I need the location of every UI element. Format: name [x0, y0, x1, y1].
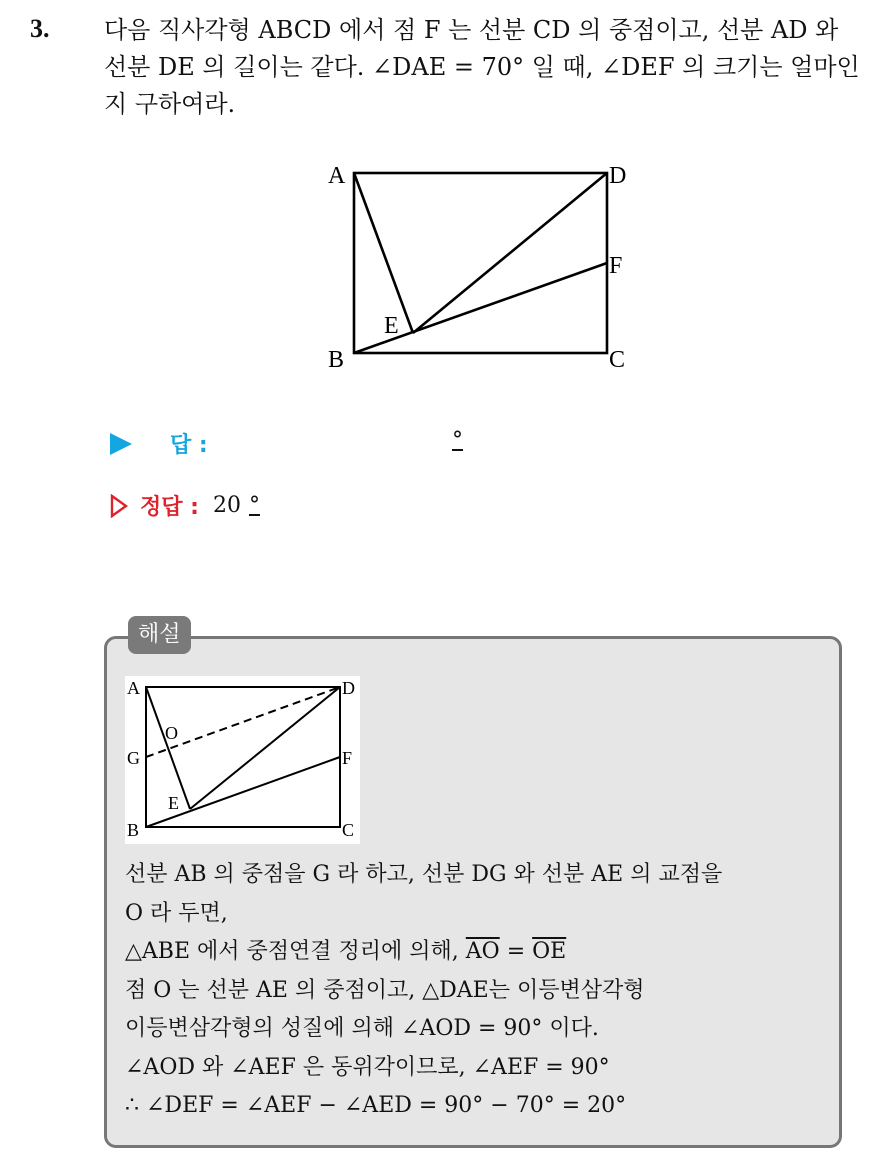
segment-ae: [354, 173, 413, 333]
question-number: 3.: [30, 14, 50, 43]
segment-oe-overline: $\overline{OE}$: [532, 939, 567, 964]
play-arrow-icon: [110, 433, 132, 455]
solution-label-a: A: [127, 678, 140, 698]
solution-label-e: E: [168, 793, 179, 813]
equals-sign: =: [499, 939, 533, 964]
solution-segment-de: [190, 687, 340, 809]
solution-label-g: G: [127, 748, 140, 768]
solution-line-4: 점 O 는 선분 AE 의 중점이고, △DAE는 이등변삼각형: [125, 977, 645, 1003]
solution-segment-gd: [146, 687, 340, 757]
solution-label-b: B: [127, 820, 140, 840]
solution-line-6: ∠AOD 와 ∠AEF 은 동위각이므로, ∠AEF = 90°: [125, 1054, 610, 1080]
correct-unit: °: [248, 493, 260, 518]
answer-blank-unit[interactable]: °: [452, 428, 463, 453]
solution-line-3: [125, 933, 835, 972]
label-a: A: [328, 163, 346, 189]
solution-label-c: C: [342, 820, 355, 840]
solution-text: [125, 856, 835, 1126]
solution-figure: [125, 676, 360, 844]
segment-de: [413, 173, 607, 333]
solution-line-1: 선분 AB 의 중점을 G 라 하고, 선분 DG 와 선분 AE 의 교점을: [125, 862, 723, 887]
label-d: D: [609, 163, 627, 189]
label-b: B: [328, 347, 345, 373]
answer-label: 답 :: [170, 433, 208, 458]
solution-line-7: ∴ ∠DEF = ∠AEF − ∠AED = 90° − 70° = 20°: [125, 1093, 627, 1118]
hollow-arrow-icon: [110, 494, 128, 518]
solution-segment-ae: [146, 687, 190, 809]
solution-tag: 해설: [128, 616, 191, 654]
label-f: F: [609, 253, 623, 279]
correct-label: 정답 :: [140, 495, 199, 520]
solution-label-o: O: [165, 723, 178, 743]
label-e: E: [384, 313, 399, 339]
rectangle-figure: [320, 155, 640, 380]
correct-value: 20: [212, 493, 241, 518]
solution-line-2: O 라 두면,: [125, 900, 228, 926]
answer-row: [110, 428, 208, 459]
label-c: C: [609, 347, 626, 373]
question-text: 다음 직사각형 ABCD 에서 점 F 는 선분 CD 의 중점이고, 선분 AD 와 선분 DE 의 길이는 같다. ∠DAE = 70° 일 때, ∠DEF 의 크기는 얼마인지 구하여라.: [104, 16, 860, 118]
solution-label-f: F: [342, 748, 353, 768]
solution-line-5: 이등변삼각형의 성질에 의해 ∠AOD = 90° 이다.: [125, 1016, 599, 1041]
solution-label-d: D: [342, 678, 355, 698]
segment-ao-overline: $\overline{AO}$: [465, 939, 500, 964]
solution-line-3-prefix: △ABE 에서 중점연결 정리에 의해,: [125, 939, 466, 964]
correct-answer-row: [110, 490, 260, 521]
